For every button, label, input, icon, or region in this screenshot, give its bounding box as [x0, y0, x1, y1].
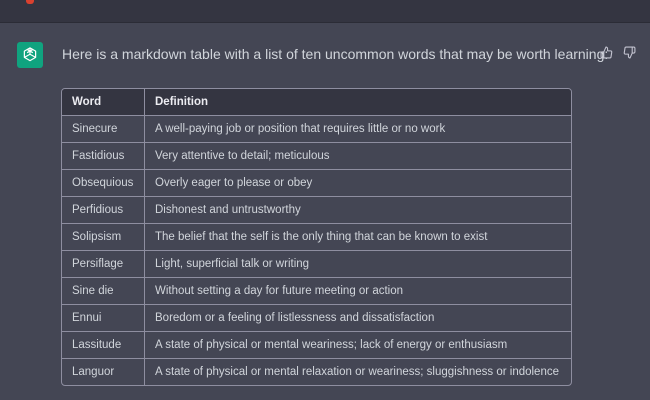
table-row: [62, 143, 571, 170]
table-header-row: [62, 89, 571, 116]
word-cell: Sine die: [62, 278, 145, 305]
table-row: [62, 170, 571, 197]
table-row: [62, 305, 571, 332]
table-row: [62, 278, 571, 305]
word-cell: Lassitude: [62, 332, 145, 359]
definition-cell: A well-paying job or position that requires little or no work: [145, 116, 572, 143]
table-row: [62, 332, 571, 359]
table-row: [62, 251, 571, 278]
word-cell: Persiflage: [62, 251, 145, 278]
thumbs-up-icon[interactable]: [598, 44, 614, 60]
definition-cell: Light, superficial talk or writing: [145, 251, 572, 278]
word-cell: Solipsism: [62, 224, 145, 251]
definition-cell: Boredom or a feeling of listlessness and dissatisfaction: [145, 305, 572, 332]
thumbs-down-icon[interactable]: [621, 44, 637, 60]
assistant-message-text: Here is a markdown table with a list of ten uncommon words that may be worth learning:: [62, 46, 609, 62]
table-row: [62, 197, 571, 224]
definition-cell: Without setting a day for future meeting or action: [145, 278, 572, 305]
openai-logo-icon: [17, 42, 43, 68]
word-cell: Fastidious: [62, 143, 145, 170]
top-bar: [0, 0, 650, 23]
word-cell: Sinecure: [62, 116, 145, 143]
column-header-word: Word: [62, 89, 145, 116]
word-cell: Obsequious: [62, 170, 145, 197]
table-row: [62, 224, 571, 251]
column-header-definition: Definition: [145, 89, 572, 116]
word-cell: Languor: [62, 359, 145, 386]
word-cell: Perfidious: [62, 197, 145, 224]
definition-cell: Very attentive to detail; meticulous: [145, 143, 572, 170]
definition-cell: Overly eager to please or obey: [145, 170, 572, 197]
definition-cell: The belief that the self is the only thing that can be known to exist: [145, 224, 572, 251]
definition-cell: Dishonest and untrustworthy: [145, 197, 572, 224]
definition-cell: A state of physical or mental weariness; lack of energy or enthusiasm: [145, 332, 572, 359]
words-table: [61, 88, 572, 386]
definition-cell: A state of physical or mental relaxation or weariness; sluggishness or indolence: [155, 366, 559, 378]
top-bar-accent: [26, 0, 34, 4]
table-row: [62, 116, 571, 143]
table-row: [62, 359, 571, 386]
word-cell: Ennui: [62, 305, 145, 332]
